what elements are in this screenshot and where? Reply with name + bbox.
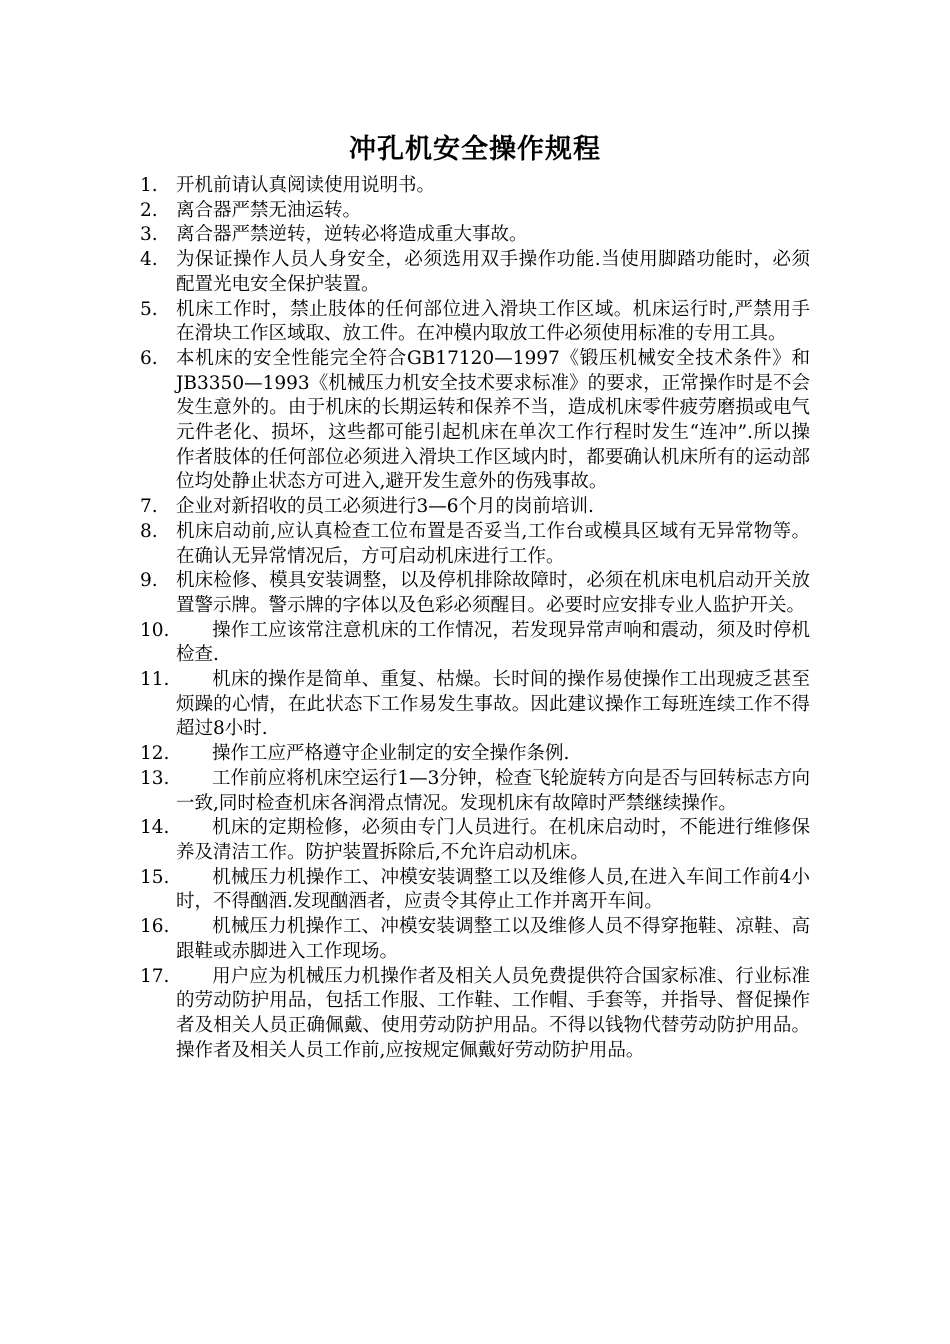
rule-number: 10. bbox=[140, 619, 170, 641]
rule-text: 工作前应将机床空运行1—3分钟，检查飞轮旋转方向是否与回转标志方向一致,同时检查机床各润滑点情况。发现机床有故障时严禁继续操作。 bbox=[176, 767, 810, 814]
rule-text: 用户应为机械压力机操作者及相关人员免费提供符合国家标准、行业标准的劳动防护用品，包括工作服、工作鞋、工作帽、手套等，并指导、督促操作者及相关人员正确佩戴、使用劳动防护用品。不得以钱物代替劳动防护用品。操作者及相关人员工作前,应按规定佩戴好劳动防护用品。 bbox=[176, 965, 810, 1061]
rule-item bbox=[140, 248, 810, 297]
rule-number: 13. bbox=[140, 767, 170, 789]
rule-text: 机床的操作是简单、重复、枯燥。长时间的操作易使操作工出现疲乏甚至烦躁的心情，在此状态下工作易发生事故。因此建议操作工每班连续工作不得超过8小时. bbox=[176, 669, 810, 740]
rule-text: 机械压力机操作工、冲模安装调整工以及维修人员不得穿拖鞋、凉鞋、高跟鞋或赤脚进入工作现场。 bbox=[176, 916, 810, 962]
rule-number: 2. bbox=[140, 199, 158, 221]
rule-item bbox=[140, 742, 810, 767]
rule-number: 9. bbox=[140, 570, 158, 592]
rule-item bbox=[140, 619, 810, 668]
rule-text: 操作工应严格遵守企业制定的安全操作条例. bbox=[212, 743, 570, 765]
rule-item bbox=[140, 520, 810, 569]
rule-text: 操作工应该常注意机床的工作情况，若发现异常声响和震动，须及时停机检查. bbox=[176, 619, 810, 666]
rule-text: 为保证操作人员人身安全，必须选用双手操作功能.当使用脚踏功能时，必须配置光电安全保护装置。 bbox=[176, 249, 810, 295]
rule-number: 11. bbox=[140, 669, 170, 691]
rule-item bbox=[140, 816, 810, 865]
rule-text: 机床的定期检修，必须由专门人员进行。在机床启动时，不能进行维修保养及清洁工作。防护装置拆除后,不允许启动机床。 bbox=[176, 817, 810, 863]
rule-number: 6. bbox=[140, 347, 158, 369]
rule-item bbox=[140, 199, 810, 224]
rule-item bbox=[140, 915, 810, 964]
rule-number: 12. bbox=[140, 743, 170, 765]
rule-item bbox=[140, 965, 810, 1064]
rule-item bbox=[140, 174, 810, 199]
rule-text: 机床检修、模具安装调整，以及停机排除故障时，必须在机床电机启动开关放置警示牌。警示牌的字体以及色彩必须醒目。必要时应安排专业人监护开关。 bbox=[176, 570, 810, 616]
rule-number: 7. bbox=[140, 496, 158, 518]
rule-number: 17. bbox=[140, 965, 170, 987]
rule-text: 离合器严禁逆转，逆转必将造成重大事故。 bbox=[176, 224, 528, 246]
rule-number: 3. bbox=[140, 224, 158, 246]
rule-item bbox=[140, 495, 810, 520]
rule-number: 8. bbox=[140, 520, 158, 542]
rule-item bbox=[140, 347, 810, 495]
rule-text: 机床启动前,应认真检查工位布置是否妥当,工作台或模具区域有无异常物等。在确认无异常情况后，方可启动机床进行工作。 bbox=[176, 520, 810, 567]
rule-item bbox=[140, 767, 810, 816]
rule-text: 开机前请认真阅读使用说明书。 bbox=[176, 175, 436, 196]
rule-text: 离合器严禁无油运转。 bbox=[176, 199, 362, 221]
rule-item bbox=[140, 569, 810, 618]
rule-item bbox=[140, 668, 810, 742]
rule-number: 15. bbox=[140, 866, 170, 888]
rule-text: 机械压力机操作工、冲模安装调整工以及维修人员,在进入车间工作前4小时，不得酗酒.发现酗酒者，应责令其停止工作并离开车间。 bbox=[176, 866, 810, 913]
rule-item bbox=[140, 866, 810, 915]
rule-number: 5. bbox=[140, 298, 158, 320]
rule-number: 16. bbox=[140, 916, 170, 938]
rule-text: 企业对新招收的员工必须进行3—6个月的岗前培训. bbox=[176, 496, 594, 518]
rule-text: 本机床的安全性能完全符合GB17120—1997《锻压机械安全技术条件》和JB3350—1993《机械压力机安全技术要求标准》的要求，正常操作时是不会发生意外的。由于机床的长期运转和保养不当，造成机床零件疲劳磨损或电气元件老化、损坏，这些都可能引起机床在单次工作行程时发生“连冲”.所以操作者肢体的任何部位必须进入滑块工作区域内时，都要确认机床所有的运动部位均处静止状态方可进入,避开发生意外的伤残事故。 bbox=[176, 347, 810, 493]
rule-item bbox=[140, 223, 810, 248]
rule-text: 机床工作时，禁止肢体的任何部位进入滑块工作区域。机床运行时,严禁用手在滑块工作区域取、放工件。在冲模内取放工件必须使用标准的专用工具。 bbox=[176, 298, 810, 345]
rule-number: 1. bbox=[140, 175, 158, 196]
rules-list bbox=[140, 174, 810, 1063]
rule-number: 4. bbox=[140, 249, 158, 271]
rule-number: 14. bbox=[140, 817, 170, 839]
document-title: 冲孔机安全操作规程 bbox=[349, 134, 601, 165]
rule-item bbox=[140, 298, 810, 347]
